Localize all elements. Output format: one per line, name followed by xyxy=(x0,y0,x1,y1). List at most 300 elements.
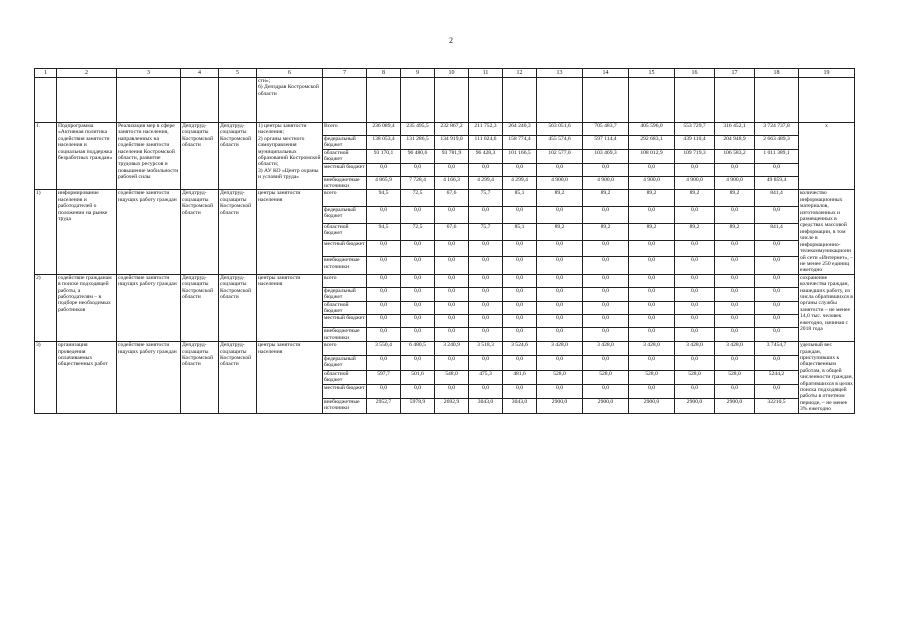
amount-cell: 0,0 xyxy=(675,274,715,287)
amount-cell: 2900,0 xyxy=(583,398,629,413)
amount-cell: 475,3 xyxy=(469,370,503,385)
amount-cell: 0,0 xyxy=(469,385,503,399)
amount-cell: 0,0 xyxy=(583,328,629,342)
activity-name-cell: организация проведения оплачиваемых общественных работ xyxy=(57,342,117,413)
amount-cell: 0,0 xyxy=(537,163,583,176)
amount-cell: 0,0 xyxy=(503,274,537,287)
amount-cell: 106 583,2 xyxy=(715,149,755,163)
amount-cell: 0,0 xyxy=(537,301,583,315)
amount-cell: 89,2 xyxy=(629,223,675,240)
funding-source-cell: федеральный бюджет xyxy=(323,206,367,223)
amount-cell: 0,0 xyxy=(629,385,675,399)
amount-cell: 0,0 xyxy=(629,257,675,274)
amount-cell: 841,4 xyxy=(755,223,799,240)
amount-cell: 134 919,0 xyxy=(435,136,469,150)
amount-cell: 0,0 xyxy=(715,257,755,274)
amount-cell: 841,4 xyxy=(755,190,799,206)
amount-cell: 85,1 xyxy=(503,223,537,240)
amount-cell: 211 752,3 xyxy=(469,123,503,136)
empty-cell xyxy=(117,78,181,123)
table-row xyxy=(35,342,855,356)
amount-cell: 0,0 xyxy=(367,385,401,399)
amount-cell: 94,5 xyxy=(367,223,401,240)
activity-name-cell: Подпрограмма «Активная политика содействия занятости населения и социальная поддержка безработных граждан» xyxy=(57,123,117,190)
funding-source-cell: областной бюджет xyxy=(323,223,367,240)
amount-cell: 0,0 xyxy=(469,287,503,301)
coexecutor-cell: Депдтруд-соцзащиты Костромской области xyxy=(219,123,257,190)
amount-cell: 0,0 xyxy=(629,315,675,328)
funding-source-cell: областной бюджет xyxy=(323,149,367,163)
table-body xyxy=(35,69,855,414)
amount-cell: 0,0 xyxy=(755,206,799,223)
amount-cell: 0,0 xyxy=(583,355,629,370)
amount-cell: 0,0 xyxy=(715,163,755,176)
amount-cell: 2900,0 xyxy=(629,398,675,413)
amount-cell: 0,0 xyxy=(537,274,583,287)
amount-cell: 0,0 xyxy=(629,328,675,342)
amount-cell: 553 729,7 xyxy=(675,123,715,136)
coexecutor-cell: Депдтруд-соцзащиты Костромской области xyxy=(219,190,257,274)
amount-cell: 0,0 xyxy=(401,274,435,287)
amount-cell: 4 166,3 xyxy=(435,176,469,190)
header-row xyxy=(35,69,855,78)
empty-cell xyxy=(755,78,799,123)
amount-cell: 0,0 xyxy=(755,274,799,287)
amount-cell: 0,0 xyxy=(401,206,435,223)
table-row xyxy=(35,274,855,287)
amount-cell: 0,0 xyxy=(435,385,469,399)
amount-cell: 4 900,0 xyxy=(537,176,583,190)
amount-cell: 0,0 xyxy=(469,257,503,274)
amount-cell: 563 051,6 xyxy=(537,123,583,136)
amount-cell: 4 900,0 xyxy=(629,176,675,190)
amount-cell: 0,0 xyxy=(503,163,537,176)
amount-cell: 0,0 xyxy=(367,163,401,176)
amount-cell: 0,0 xyxy=(401,315,435,328)
indicator-cell: количество информационных материалов, изготовленных и размещенных в средствах массовой информации, в том числе в информационно-телекоммуникационной сети «Интернет», – не менее 250 единиц ежегодно xyxy=(800,190,855,274)
amount-cell: 3 7454,7 xyxy=(755,342,799,356)
amount-cell: 0,0 xyxy=(715,301,755,315)
amount-cell: 49 859,4 xyxy=(755,176,799,190)
amount-cell: 5978,9 xyxy=(401,398,435,413)
empty-cell xyxy=(219,78,257,123)
empty-cell xyxy=(503,78,537,123)
amount-cell: 4 865,9 xyxy=(367,176,401,190)
amount-cell: 0,0 xyxy=(755,315,799,328)
column-number-cell: 4 xyxy=(181,69,219,78)
amount-cell: 0,0 xyxy=(629,241,675,257)
column-number-cell: 14 xyxy=(583,69,629,78)
amount-cell: 89,2 xyxy=(537,223,583,240)
amount-cell: 5244,2 xyxy=(755,370,799,385)
amount-cell: 0,0 xyxy=(435,301,469,315)
amount-cell: 0,0 xyxy=(715,315,755,328)
table-row xyxy=(35,123,855,136)
amount-cell: 0,0 xyxy=(583,287,629,301)
amount-cell: 0,0 xyxy=(469,163,503,176)
column-number-cell: 9 xyxy=(401,69,435,78)
amount-cell: 0,0 xyxy=(755,355,799,370)
responsible-cell: Депдтруд-соцзащиты Костромской области xyxy=(181,190,219,274)
empty-cell xyxy=(323,78,367,123)
amount-cell: 96 480,6 xyxy=(401,149,435,163)
amount-cell: 548,0 xyxy=(435,370,469,385)
amount-cell: 0,0 xyxy=(435,241,469,257)
amount-cell: 0,0 xyxy=(503,301,537,315)
amount-cell: 0,0 xyxy=(583,385,629,399)
amount-cell: 0,0 xyxy=(583,206,629,223)
amount-cell: 4 299,4 xyxy=(503,176,537,190)
amount-cell: 0,0 xyxy=(629,274,675,287)
amount-cell: 405 596,0 xyxy=(629,123,675,136)
amount-cell: 7 728,4 xyxy=(401,176,435,190)
column-number-cell: 15 xyxy=(629,69,675,78)
amount-cell: 0,0 xyxy=(401,355,435,370)
amount-cell: 232 867,2 xyxy=(435,123,469,136)
amount-cell: 72,5 xyxy=(401,223,435,240)
responsible-cell: Депдтруд-соцзащиты Костромской области xyxy=(181,342,219,413)
amount-cell: 3 550,4 xyxy=(367,342,401,356)
amount-cell: 597,7 xyxy=(367,370,401,385)
funding-source-cell: местный бюджет xyxy=(323,315,367,328)
amount-cell: 528,0 xyxy=(675,370,715,385)
amount-cell: 0,0 xyxy=(629,206,675,223)
amount-cell: 4 299,4 xyxy=(469,176,503,190)
amount-cell: 2 663 489,3 xyxy=(755,136,799,150)
continuation-row xyxy=(35,78,855,123)
coexecutor-cell: Депдтруд-соцзащиты Костромской области xyxy=(219,342,257,413)
amount-cell: 0,0 xyxy=(401,301,435,315)
empty-cell xyxy=(537,78,583,123)
amount-cell: 93 781,9 xyxy=(435,149,469,163)
empty-cell xyxy=(469,78,503,123)
amount-cell: 2692,9 xyxy=(435,398,469,413)
continuation-executors-cell: сти»; 6) Депздрав Костромской области xyxy=(257,78,323,123)
amount-cell: 705 483,7 xyxy=(583,123,629,136)
amount-cell: 4 900,0 xyxy=(583,176,629,190)
amount-cell: 0,0 xyxy=(629,163,675,176)
funding-source-cell: всего xyxy=(323,274,367,287)
item-number-cell: 2) xyxy=(35,274,57,341)
amount-cell: 0,0 xyxy=(755,241,799,257)
amount-cell: 0,0 xyxy=(435,315,469,328)
amount-cell: 89,2 xyxy=(675,190,715,206)
amount-cell: 3 428,0 xyxy=(629,342,675,356)
amount-cell: 89,2 xyxy=(629,190,675,206)
column-number-cell: 18 xyxy=(755,69,799,78)
task-cell: содействие занятости ищущих работу граждан xyxy=(117,190,181,274)
activity-name-cell: содействие гражданам в поиске подходящей работы, а работодателям – в подборе необходимых работников xyxy=(57,274,117,341)
column-number-cell: 1 xyxy=(35,69,57,78)
item-number-cell: 3) xyxy=(35,342,57,413)
funding-source-cell: внебюджетные источники xyxy=(323,257,367,274)
amount-cell: 0,0 xyxy=(435,287,469,301)
funding-source-cell: Всего xyxy=(323,123,367,136)
executors-cell: центры занятости населения xyxy=(257,274,323,341)
column-number-cell: 6 xyxy=(257,69,323,78)
amount-cell: 3043,0 xyxy=(469,398,503,413)
column-number-cell: 3 xyxy=(117,69,181,78)
amount-cell: 0,0 xyxy=(469,355,503,370)
amount-cell: 0,0 xyxy=(675,287,715,301)
amount-cell: 6 480,5 xyxy=(401,342,435,356)
amount-cell: 158 774,4 xyxy=(503,136,537,150)
amount-cell: 0,0 xyxy=(503,287,537,301)
funding-source-cell: внебюджетные источники xyxy=(323,398,367,413)
column-number-cell: 19 xyxy=(799,69,855,78)
amount-cell: 0,0 xyxy=(503,257,537,274)
amount-cell: 0,0 xyxy=(537,355,583,370)
program-table xyxy=(34,68,855,414)
amount-cell: 0,0 xyxy=(755,163,799,176)
column-number-cell: 12 xyxy=(503,69,537,78)
amount-cell: 109 719,3 xyxy=(675,149,715,163)
amount-cell: 111 024,6 xyxy=(469,136,503,150)
executors-cell: центры занятости населения xyxy=(257,190,323,274)
funding-source-cell: внебюджетные источники xyxy=(323,176,367,190)
amount-cell: 3 428,0 xyxy=(675,342,715,356)
executors-cell: 1) центры занятости населения; 2) органы местного самоуправления муниципальных образований Костромской области; 3) АУ КО «Центр охраны и условий труда» xyxy=(257,123,323,190)
amount-cell: 89,2 xyxy=(583,190,629,206)
amount-cell: 0,0 xyxy=(715,274,755,287)
indicator-cell: сохранение количества граждан, нашедших работу, из числа обратившихся в органы службы занятости – не менее 14,0 тыс. человек ежегодно, начиная с 2018 года xyxy=(799,274,855,341)
activity-name-cell: информирование населения и работодателей о положении на рынке труда xyxy=(57,190,117,274)
amount-cell: 0,0 xyxy=(583,241,629,257)
task-cell: содействие занятости ищущих работу граждан xyxy=(117,274,181,341)
amount-cell: 0,0 xyxy=(503,385,537,399)
amount-cell: 0,0 xyxy=(583,257,629,274)
indicator-cell: x xyxy=(799,123,855,190)
amount-cell: 0,0 xyxy=(503,241,537,257)
amount-cell: 0,0 xyxy=(755,301,799,315)
column-number-cell: 10 xyxy=(435,69,469,78)
item-number-cell: 1) xyxy=(35,190,57,274)
amount-cell: 0,0 xyxy=(367,241,401,257)
amount-cell: 0,0 xyxy=(367,315,401,328)
amount-cell: 2952,7 xyxy=(367,398,401,413)
amount-cell: 32210,5 xyxy=(755,398,799,413)
funding-source-cell: всего xyxy=(323,190,367,206)
amount-cell: 481,6 xyxy=(503,370,537,385)
amount-cell: 0,0 xyxy=(583,301,629,315)
amount-cell: 0,0 xyxy=(367,355,401,370)
amount-cell: 0,0 xyxy=(675,206,715,223)
funding-source-cell: местный бюджет xyxy=(323,385,367,399)
executors-cell: центры занятости населения xyxy=(257,342,323,413)
column-number-cell: 17 xyxy=(715,69,755,78)
page-number: 2 xyxy=(449,36,453,45)
amount-cell: 1 011 389,1 xyxy=(755,149,799,163)
amount-cell: 292 683,1 xyxy=(629,136,675,150)
funding-source-cell: областной бюджет xyxy=(323,370,367,385)
column-number-cell: 7 xyxy=(323,69,367,78)
empty-cell xyxy=(675,78,715,123)
amount-cell: 2900,0 xyxy=(675,398,715,413)
amount-cell: 3 240,9 xyxy=(435,342,469,356)
amount-cell: 94,5 xyxy=(367,190,401,206)
amount-cell: 96 428,3 xyxy=(469,149,503,163)
amount-cell: 0,0 xyxy=(675,301,715,315)
coexecutor-cell: Депдтруд-соцзащиты Костромской области xyxy=(219,274,257,341)
amount-cell: 0,0 xyxy=(715,328,755,342)
amount-cell: 528,0 xyxy=(537,370,583,385)
column-number-cell: 8 xyxy=(367,69,401,78)
amount-cell: 0,0 xyxy=(367,287,401,301)
amount-cell: 103 469,3 xyxy=(583,149,629,163)
amount-cell: 0,0 xyxy=(537,328,583,342)
amount-cell: 4 900,0 xyxy=(675,176,715,190)
amount-cell: 0,0 xyxy=(715,241,755,257)
amount-cell: 0,0 xyxy=(401,163,435,176)
amount-cell: 0,0 xyxy=(401,287,435,301)
amount-cell: 0,0 xyxy=(629,287,675,301)
amount-cell: 67,6 xyxy=(435,190,469,206)
funding-source-cell: федеральный бюджет xyxy=(323,355,367,370)
amount-cell: 455 574,6 xyxy=(537,136,583,150)
amount-cell: 0,0 xyxy=(755,257,799,274)
amount-cell: 0,0 xyxy=(715,355,755,370)
table-row xyxy=(35,190,855,206)
amount-cell: 0,0 xyxy=(469,328,503,342)
responsible-cell: Депдтруд-соцзащиты Костромской области xyxy=(181,123,219,190)
amount-cell: 3 724 737,8 xyxy=(755,123,799,136)
task-cell: Реализация мер в сфере занятости населения, направленных на содействие занятости населения Костромской области, развитие трудовых ресурсов и повышение мобильности рабочей силы xyxy=(117,123,181,190)
amount-cell: 0,0 xyxy=(675,257,715,274)
amount-cell: 0,0 xyxy=(675,328,715,342)
amount-cell: 0,0 xyxy=(537,241,583,257)
amount-cell: 0,0 xyxy=(469,241,503,257)
amount-cell: 0,0 xyxy=(503,355,537,370)
amount-cell: 0,0 xyxy=(675,315,715,328)
amount-cell: 0,0 xyxy=(469,301,503,315)
amount-cell: 89,2 xyxy=(715,190,755,206)
task-cell: содействие занятости ищущих работу граждан xyxy=(117,342,181,413)
amount-cell: 0,0 xyxy=(367,274,401,287)
amount-cell: 528,0 xyxy=(629,370,675,385)
amount-cell: 2900,0 xyxy=(537,398,583,413)
amount-cell: 0,0 xyxy=(367,301,401,315)
amount-cell: 3 524,6 xyxy=(503,342,537,356)
amount-cell: 0,0 xyxy=(675,355,715,370)
amount-cell: 264 240,3 xyxy=(503,123,537,136)
amount-cell: 72,5 xyxy=(401,190,435,206)
amount-cell: 0,0 xyxy=(367,257,401,274)
amount-cell: 0,0 xyxy=(675,385,715,399)
amount-cell: 89,2 xyxy=(583,223,629,240)
empty-cell xyxy=(583,78,629,123)
funding-source-cell: всего xyxy=(323,342,367,356)
empty-cell xyxy=(57,78,117,123)
amount-cell: 85,1 xyxy=(503,190,537,206)
amount-cell: 67,6 xyxy=(435,223,469,240)
amount-cell: 0,0 xyxy=(401,241,435,257)
amount-cell: 3 428,0 xyxy=(715,342,755,356)
empty-cell xyxy=(799,78,855,123)
responsible-cell: Депдтруд-соцзащиты Костромской области xyxy=(181,274,219,341)
amount-cell: 0,0 xyxy=(715,287,755,301)
amount-cell: 2900,0 xyxy=(715,398,755,413)
amount-cell: 3 518,3 xyxy=(469,342,503,356)
empty-cell xyxy=(181,78,219,123)
amount-cell: 101 166,5 xyxy=(503,149,537,163)
amount-cell: 108 012,9 xyxy=(629,149,675,163)
amount-cell: 236 089,4 xyxy=(367,123,401,136)
funding-source-cell: федеральный бюджет xyxy=(323,136,367,150)
amount-cell: 0,0 xyxy=(367,206,401,223)
amount-cell: 0,0 xyxy=(675,163,715,176)
amount-cell: 0,0 xyxy=(755,328,799,342)
empty-cell xyxy=(435,78,469,123)
amount-cell: 3 428,0 xyxy=(583,342,629,356)
amount-cell: 0,0 xyxy=(503,206,537,223)
amount-cell: 0,0 xyxy=(715,385,755,399)
amount-cell: 0,0 xyxy=(755,385,799,399)
amount-cell: 0,0 xyxy=(469,206,503,223)
amount-cell: 0,0 xyxy=(537,385,583,399)
empty-cell xyxy=(715,78,755,123)
funding-source-cell: федеральный бюджет xyxy=(323,287,367,301)
amount-cell: 0,0 xyxy=(583,315,629,328)
amount-cell: 0,0 xyxy=(675,241,715,257)
amount-cell: 93 170,1 xyxy=(367,149,401,163)
item-number-cell: 1. xyxy=(35,123,57,190)
amount-cell: 316 452,1 xyxy=(715,123,755,136)
amount-cell: 501,6 xyxy=(401,370,435,385)
amount-cell: 0,0 xyxy=(629,301,675,315)
amount-cell: 0,0 xyxy=(435,328,469,342)
indicator-cell: удельный вес граждан, приступивших к общественным работам, в общей численности граждан, обратившихся в целях поиска подходящей работы в отчетном периоде, – не менее 3% ежегодно xyxy=(800,342,855,413)
amount-cell: 0,0 xyxy=(469,274,503,287)
amount-cell: 75,7 xyxy=(469,223,503,240)
amount-cell: 0,0 xyxy=(583,163,629,176)
funding-source-cell: внебюджетные источники xyxy=(323,328,367,342)
amount-cell: 0,0 xyxy=(401,257,435,274)
amount-cell: 89,2 xyxy=(675,223,715,240)
amount-cell: 0,0 xyxy=(503,328,537,342)
amount-cell: 204 948,9 xyxy=(715,136,755,150)
empty-cell xyxy=(629,78,675,123)
amount-cell: 131 286,5 xyxy=(401,136,435,150)
funding-source-cell: местный бюджет xyxy=(323,163,367,176)
amount-cell: 0,0 xyxy=(469,315,503,328)
amount-cell: 102 577,0 xyxy=(537,149,583,163)
amount-cell: 0,0 xyxy=(503,315,537,328)
funding-source-cell: местный бюджет xyxy=(323,241,367,257)
empty-cell xyxy=(35,78,57,123)
amount-cell: 0,0 xyxy=(537,257,583,274)
funding-source-cell: областной бюджет xyxy=(323,301,367,315)
amount-cell: 138 053,4 xyxy=(367,136,401,150)
amount-cell: 0,0 xyxy=(715,206,755,223)
column-number-cell: 13 xyxy=(537,69,583,78)
amount-cell: 439 110,4 xyxy=(675,136,715,150)
amount-cell: 528,0 xyxy=(583,370,629,385)
amount-cell: 89,2 xyxy=(537,190,583,206)
column-number-cell: 11 xyxy=(469,69,503,78)
amount-cell: 0,0 xyxy=(537,206,583,223)
amount-cell: 3043,0 xyxy=(503,398,537,413)
amount-cell: 0,0 xyxy=(401,328,435,342)
amount-cell: 89,2 xyxy=(715,223,755,240)
column-number-cell: 16 xyxy=(675,69,715,78)
amount-cell: 0,0 xyxy=(537,315,583,328)
amount-cell: 0,0 xyxy=(537,287,583,301)
amount-cell: 528,0 xyxy=(715,370,755,385)
amount-cell: 0,0 xyxy=(583,274,629,287)
empty-cell xyxy=(367,78,401,123)
amount-cell: 0,0 xyxy=(435,206,469,223)
amount-cell: 75,7 xyxy=(469,190,503,206)
